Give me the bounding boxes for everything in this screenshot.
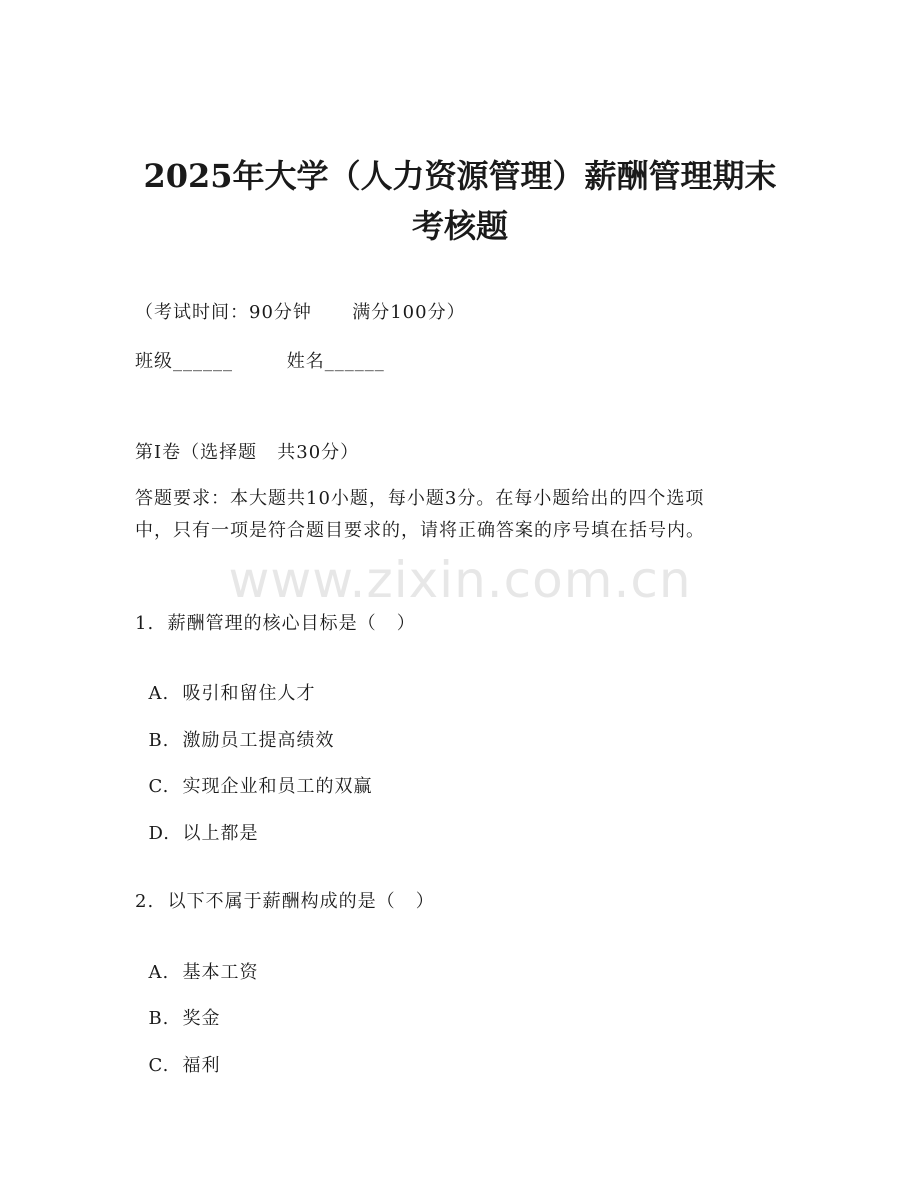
option-text: 以上都是 xyxy=(182,823,259,844)
student-fields: 班级______ 姓名______ xyxy=(135,351,385,372)
exam-info: （考试时间：90分钟 满分100分） xyxy=(135,302,466,323)
question-1-option-d xyxy=(135,798,258,846)
option-label: C. xyxy=(148,1055,170,1076)
option-label: A. xyxy=(148,683,170,704)
question-2-stem: 2. 以下不属于薪酬构成的是（ ） xyxy=(135,891,435,912)
exam-title-line-2: 考核题 xyxy=(411,207,508,245)
question-2-option-c xyxy=(135,1030,220,1078)
option-label: B. xyxy=(148,730,170,751)
option-text: 基本工资 xyxy=(182,962,259,983)
option-label: B. xyxy=(148,1008,170,1029)
option-label: A. xyxy=(148,962,170,983)
question-2-option-b xyxy=(135,983,220,1031)
question-1-stem: 1. 薪酬管理的核心目标是（ ） xyxy=(135,613,416,634)
exam-title-line-1: 2025年大学（人力资源管理）薪酬管理期末 xyxy=(143,157,777,195)
watermark: www.zixin.com.cn xyxy=(228,551,692,609)
option-text: 吸引和留住人才 xyxy=(182,683,316,704)
option-text: 奖金 xyxy=(182,1008,221,1029)
section-heading: 第Ⅰ卷（选择题 共30分） xyxy=(135,442,360,463)
instructions-line-2: 中，只有一项是符合题目要求的，请将正确答案的序号填在括号内。 xyxy=(135,520,705,541)
exam-title xyxy=(0,151,920,251)
option-text: 激励员工提高绩效 xyxy=(182,730,335,751)
instructions-line-1: 答题要求：本大题共10小题，每小题3分。在每小题给出的四个选项 xyxy=(135,488,705,509)
option-text: 福利 xyxy=(182,1055,221,1076)
question-1-option-a xyxy=(135,658,315,706)
option-text: 实现企业和员工的双赢 xyxy=(182,776,373,797)
question-2-option-a xyxy=(135,937,258,985)
option-label: D. xyxy=(148,823,170,844)
question-1-option-c xyxy=(135,751,372,799)
question-1-option-b xyxy=(135,705,334,753)
option-label: C. xyxy=(148,776,170,797)
